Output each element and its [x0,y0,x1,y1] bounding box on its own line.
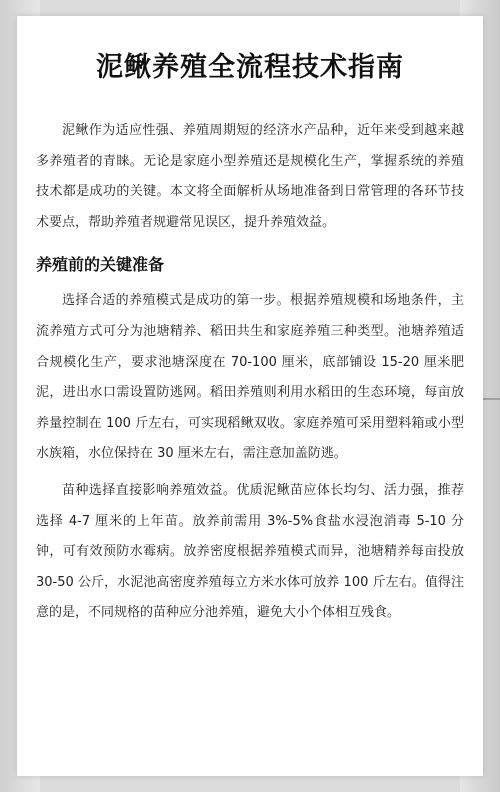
section-paragraph-mode-selection: 选择合适的养殖模式是成功的第一步。根据养殖规模和场地条件，主流养殖方式可分为池塘精养、稻田共生和家庭养殖三种类型。池塘养殖适合规模化生产，要求池塘深度在 70-100 厘米，底部铺设 15-20 厘米肥泥，进出水口需设置防逃网。稻田养殖则利用水稻田的生态环境，每亩放养量控制在 100 斤左右，可实现稻鳅双收。家庭养殖可采用塑料箱或小型水族箱，水位保持在 30 厘米左右，需注意加盖防逃。 [36,293,464,462]
section-paragraph-fry-selection: 苗种选择直接影响养殖效益。优质泥鳅苗应体长均匀、活力强，推荐选择 4-7 厘米的上年苗。放养前需用 3%-5%食盐水浸泡消毒 5-10 分钟，可有效预防水霉病。放养密度根据养殖模式而异，池塘精养每亩投放 30-50 公斤，水泥池高密度养殖每立方米水体可放养 100 斤左右。值得注意的是，不同规格的苗种应分池养殖，避免大小个体相互残食。 [36,482,464,621]
section-heading: 养殖前的关键准备 [36,255,165,275]
intro-paragraph: 泥鳅作为适应性强、养殖周期短的经济水产品种，近年来受到越来越多养殖者的青睐。无论是家庭小型养殖还是规模化生产，掌握系统的养殖技术都是成功的关键。本文将全面解析从场地准备到日常管理的各环节技术要点，帮助养殖者规避常见误区，提升养殖效益。 [36,123,464,230]
document-title: 泥鳅养殖全流程技术指南 [96,52,404,83]
document-page [17,16,483,776]
